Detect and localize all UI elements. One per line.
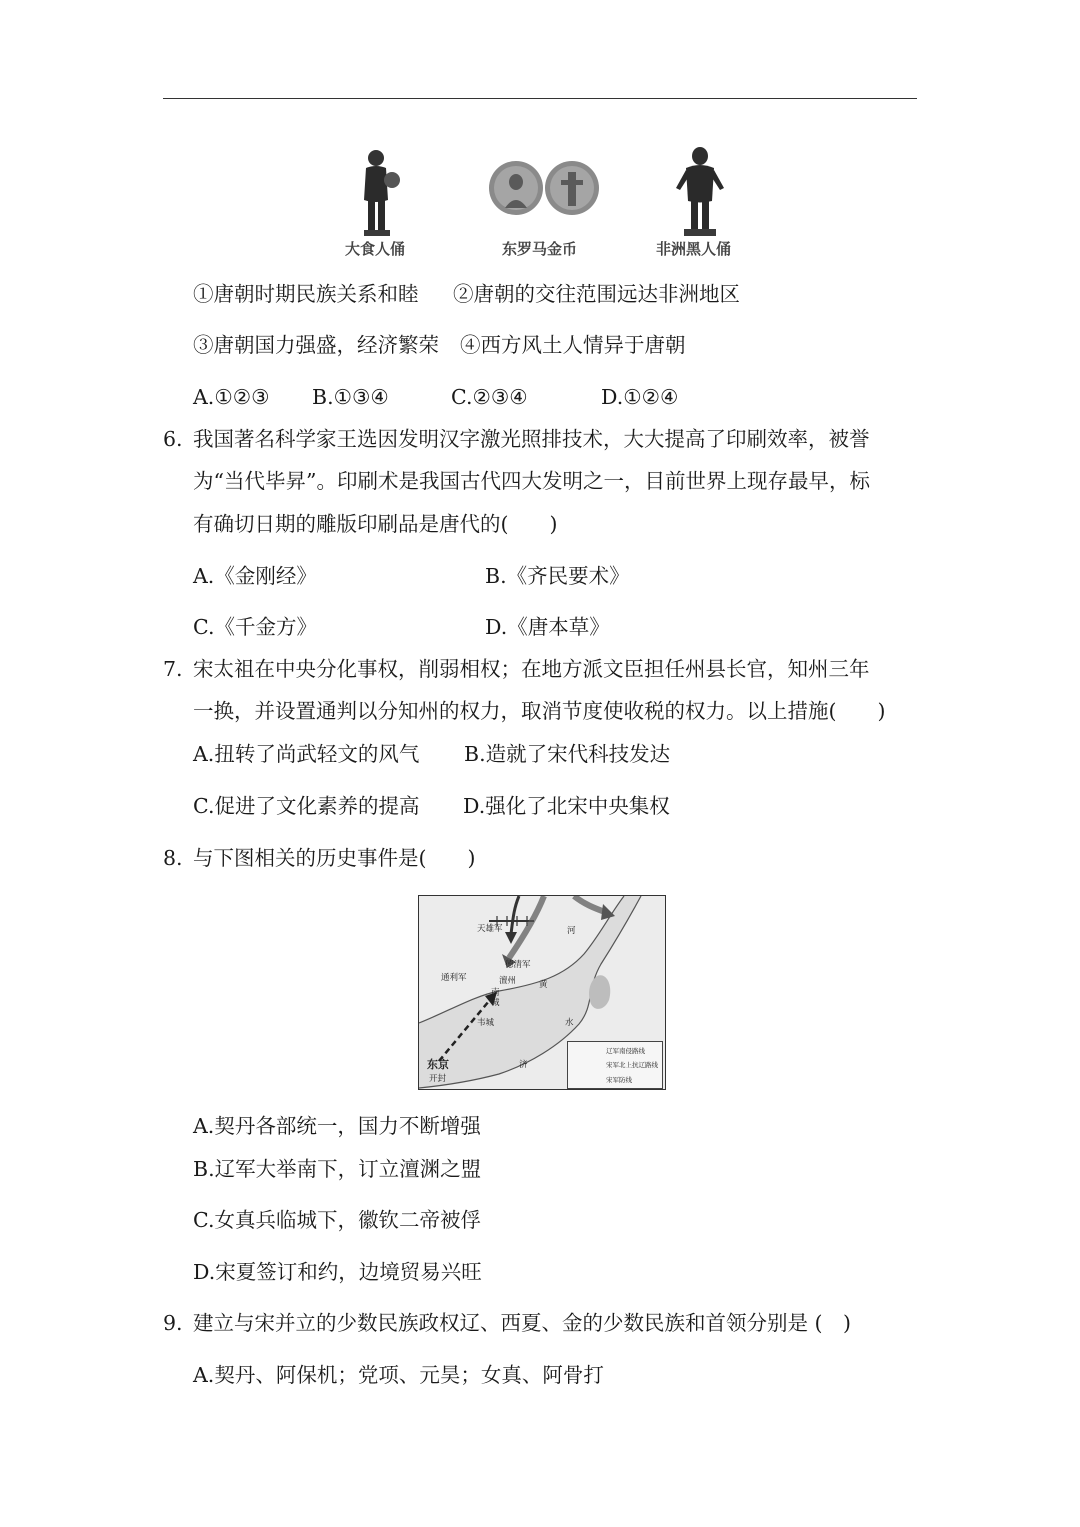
q8-option-c[interactable]: C.女真兵临城下，徽钦二帝被俘 [193, 1208, 481, 1232]
q5-option-c[interactable]: C.②③④ [451, 385, 528, 409]
figurine-african [672, 146, 728, 238]
map-legend [567, 1041, 663, 1089]
q9-number: 9. [163, 1311, 183, 1335]
map-label-huang: 黄 [539, 980, 548, 990]
q5-option-d[interactable]: D.①②④ [601, 385, 679, 409]
q6-stem-line2: 为“当代毕昇”。印刷术是我国古代四大发明之一，目前世界上现存最早，标 [193, 469, 870, 493]
map-label-kaifeng: 开封 [429, 1074, 447, 1084]
q8-option-b[interactable]: B.辽军大举南下，订立澶渊之盟 [193, 1157, 482, 1181]
q8-number: 8. [163, 846, 183, 870]
legend-defense: 宋军防线 [606, 1076, 632, 1084]
legend-song: 宋军北上抗辽路线 [606, 1061, 658, 1069]
map-label-weicheng: 韦城 [477, 1018, 495, 1028]
q7-option-a[interactable]: A.扭转了尚武轻文的风气 [193, 742, 420, 766]
q8-stem: 与下图相关的历史事件是( ) [193, 846, 476, 870]
map-label-deqing: 德清军 [505, 960, 531, 970]
q7-option-c[interactable]: C.促进了文化素养的提高 [193, 794, 420, 818]
map-label-he: 河 [567, 926, 576, 936]
map-label-chanzhou: 澶州 [499, 976, 517, 986]
chanyuan-map [418, 895, 666, 1090]
q5-option-b[interactable]: B.①③④ [312, 385, 389, 409]
q7-stem-line1: 宋太祖在中央分化事权，削弱相权；在地方派文臣担任州县长官，知州三年 [193, 657, 870, 681]
header-rule [163, 98, 917, 99]
q7-stem-line2: 一换，并设置通判以分知州的权力，取消节度使收税的权力。以上措施( ) [193, 699, 886, 723]
q6-option-d[interactable]: D.《唐本草》 [485, 615, 610, 639]
q8-option-a[interactable]: A.契丹各部统一，国力不断增强 [193, 1114, 481, 1138]
figurine-dashi [352, 148, 402, 238]
q8-option-d[interactable]: D.宋夏签订和约，边境贸易兴旺 [193, 1260, 482, 1284]
q7-number: 7. [163, 657, 183, 681]
map-label-dongjing: 东京 [427, 1058, 449, 1071]
q6-number: 6. [163, 427, 183, 451]
figurine-icon [352, 148, 402, 238]
q5-statement-2: ②唐朝的交往范围远达非洲地区 [453, 282, 740, 306]
coin-icon [488, 158, 600, 218]
map-label-tongli: 通利军 [441, 973, 467, 983]
q6-stem-line3: 有确切日期的雕版印刷品是唐代的( ) [193, 512, 558, 536]
q5-statement-3: ③唐朝国力强盛，经济繁荣 [193, 333, 439, 357]
q5-statement-4: ④西方风土人情异于唐朝 [460, 333, 686, 357]
legend-liao: 辽军南侵路线 [606, 1047, 645, 1055]
q6-stem-line1: 我国著名科学家王选因发明汉字激光照排技术，大大提高了印刷效率，被誉 [193, 427, 870, 451]
q5-statement-1: ①唐朝时期民族关系和睦 [193, 282, 419, 306]
coin-byzantine [488, 158, 600, 218]
figurine-icon [672, 146, 728, 238]
q6-option-a[interactable]: A.《金刚经》 [193, 564, 317, 588]
caption-dashi: 大食人俑 [345, 240, 406, 258]
caption-african: 非洲黑人俑 [656, 240, 732, 258]
q6-option-b[interactable]: B.《齐民要术》 [485, 564, 630, 588]
map-label-nancheng: 南城 [491, 988, 500, 1008]
q9-stem: 建立与宋并立的少数民族政权辽、西夏、金的少数民族和首领分别是 ( ) [193, 1311, 852, 1335]
map-label-ji: 济 [519, 1060, 528, 1070]
q5-option-a[interactable]: A.①②③ [193, 385, 270, 409]
caption-coin: 东罗马金币 [502, 240, 578, 258]
map-label-tianxiong: 天雄军 [477, 924, 503, 934]
q7-option-d[interactable]: D.强化了北宋中央集权 [463, 794, 670, 818]
map-label-shui: 水 [565, 1018, 574, 1028]
q6-option-c[interactable]: C.《千金方》 [193, 615, 317, 639]
q7-option-b[interactable]: B.造就了宋代科技发达 [464, 742, 671, 766]
q9-option-a[interactable]: A.契丹、阿保机；党项、元昊；女真、阿骨打 [193, 1363, 604, 1387]
